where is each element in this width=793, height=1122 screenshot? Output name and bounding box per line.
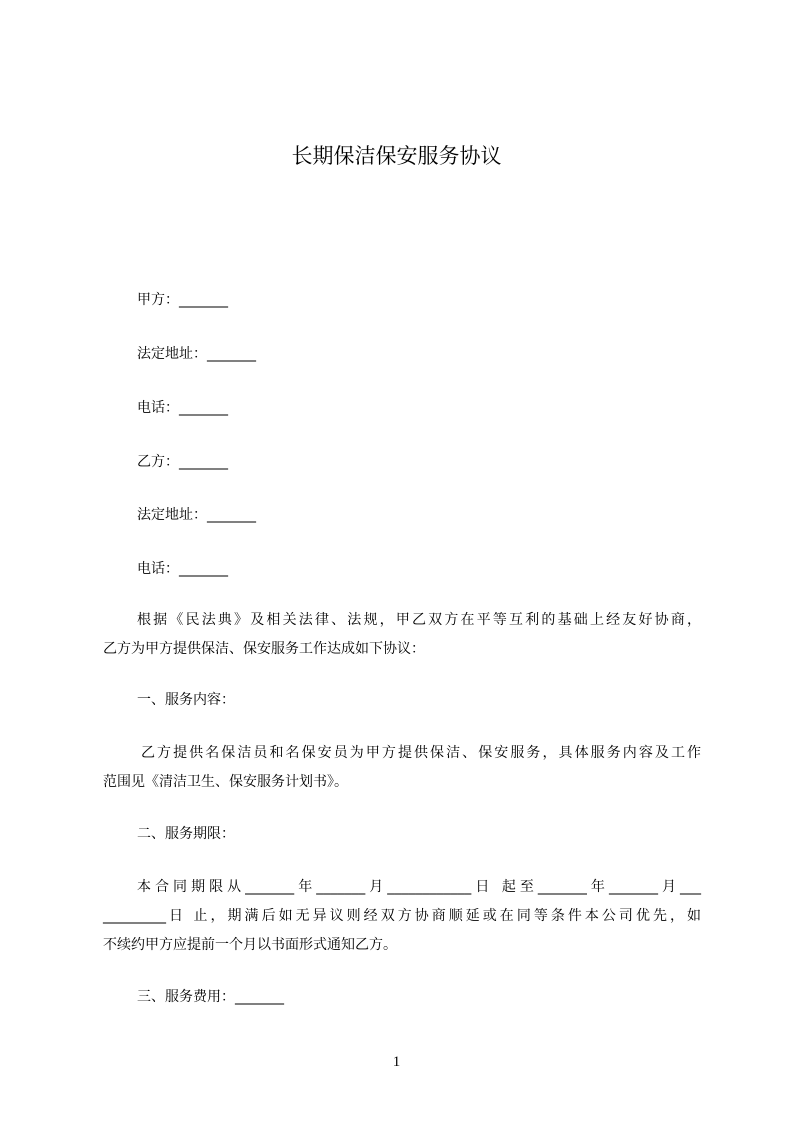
preamble-line-2: 乙方为甲方提供保洁、保安服务工作达成如下协议： xyxy=(103,641,425,657)
party-a-phone-line xyxy=(137,397,228,419)
document-title: 长期保洁保安服务协议 xyxy=(291,144,502,168)
section-3-heading: 三、服务费用： xyxy=(137,989,235,1005)
party-b-address-label: 法定地址： xyxy=(137,507,207,523)
section-2-heading: 二、服务期限： xyxy=(137,826,235,842)
party-a-address-blank: _______ xyxy=(207,346,256,362)
section-2-line-2: _________日 止，期满后如无异议则经双方协商顺延或在同等条件本公司优先，如 xyxy=(103,908,701,924)
section-3-blank: _______ xyxy=(235,989,284,1005)
preamble-line-1: 根据《民法典》及相关法律、法规，甲乙双方在平等互利的基础上经友好协商， xyxy=(137,612,701,628)
page-number: 1 xyxy=(392,1054,401,1070)
party-a-address-line xyxy=(137,343,256,365)
section-1-line-2: 范围见《清洁卫生、保安服务计划书》。 xyxy=(103,774,348,790)
party-a-address-label: 法定地址： xyxy=(137,346,207,362)
section-2-line-1: 本合同期限从_______年_______月____________日 起至_______年_______月___ xyxy=(137,879,701,895)
party-b-phone-blank: _______ xyxy=(179,561,228,577)
section-3-line xyxy=(137,986,284,1008)
party-a-blank: _______ xyxy=(179,292,228,308)
party-b-phone-label: 电话： xyxy=(137,561,179,577)
party-b-phone-line xyxy=(137,558,228,580)
party-a-line xyxy=(137,289,228,311)
party-a-phone-blank: _______ xyxy=(179,400,228,416)
section-1-line-1: 乙方提供名保洁员和名保安员为甲方提供保洁、保安服务，具体服务内容及工作 xyxy=(141,745,701,761)
party-a-label: 甲方： xyxy=(137,292,179,308)
party-b-label: 乙方： xyxy=(137,454,179,470)
party-a-phone-label: 电话： xyxy=(137,400,179,416)
party-b-blank: _______ xyxy=(179,454,228,470)
party-b-address-blank: _______ xyxy=(207,507,256,523)
section-1-heading: 一、服务内容： xyxy=(137,692,235,708)
party-b-address-line xyxy=(137,504,256,526)
section-2-line-3: 不续约甲方应提前一个月以书面形式通知乙方。 xyxy=(103,937,397,953)
party-b-line xyxy=(137,451,228,473)
